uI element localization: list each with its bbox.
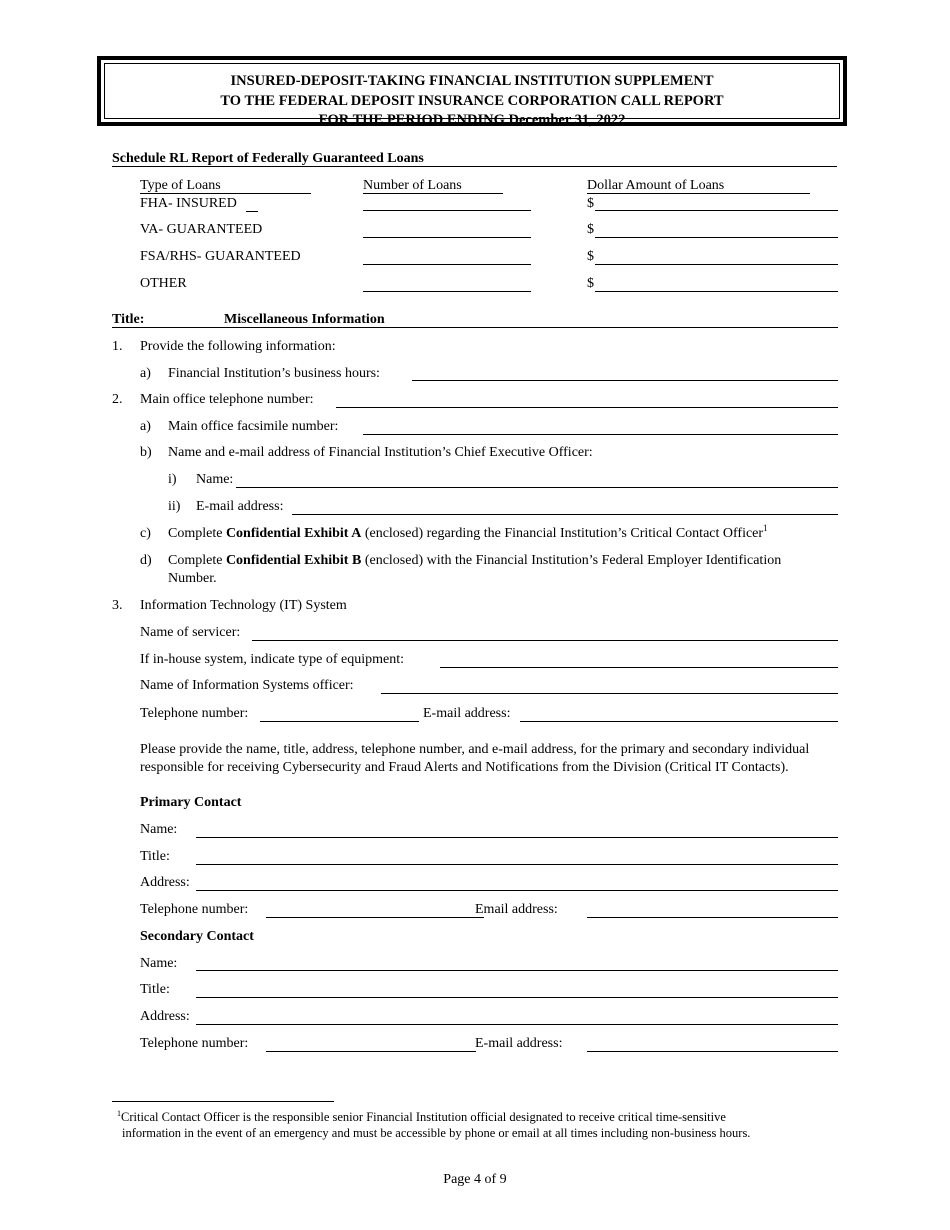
va-number-field[interactable] — [363, 237, 531, 238]
secondary-name-field[interactable] — [196, 970, 838, 971]
secondary-address-field[interactable] — [196, 1024, 838, 1025]
primary-email-label: Email address: — [475, 902, 558, 917]
ceo-email-field[interactable] — [292, 514, 838, 515]
ceo-email-label: E-mail address: — [196, 499, 284, 514]
primary-name-label: Name: — [140, 822, 178, 837]
it-email-label: E-mail address: — [423, 706, 511, 721]
critical-it-instructions: Please provide the name, title, address, telephone number, and e-mail address, for the primary and secondary individual responsible for receiving Cybersecurity and Fraud Alerts and Notifications from the Division (Critical IT Contacts). — [140, 742, 810, 775]
col-type-rule — [140, 193, 311, 194]
col-number-of-loans: Number of Loans — [363, 178, 462, 193]
ceo-name-label: Name: — [196, 472, 234, 487]
secondary-telephone-label: Telephone number: — [140, 1036, 249, 1051]
it-email-field[interactable] — [520, 721, 838, 722]
main-phone-label: Main office telephone number: — [140, 392, 314, 407]
va-currency: $ — [587, 222, 594, 237]
servicer-label: Name of servicer: — [140, 625, 241, 640]
servicer-field[interactable] — [252, 640, 838, 641]
va-amount-field[interactable] — [595, 237, 838, 238]
col-amount-rule — [587, 193, 810, 194]
footnote-marker: 1 — [117, 1109, 121, 1118]
item-1-text: Provide the following information: — [140, 339, 336, 354]
item-1-number: 1. — [112, 339, 123, 354]
primary-contact-heading: Primary Contact — [140, 795, 242, 810]
header-line-2: TO THE FEDERAL DEPOSIT INSURANCE CORPORATION CALL REPORT — [220, 92, 724, 109]
col-type-of-loans: Type of Loans — [140, 178, 221, 193]
secondary-address-label: Address: — [140, 1009, 190, 1024]
business-hours-label: Financial Institution’s business hours: — [168, 366, 380, 381]
footnote-separator — [112, 1101, 334, 1102]
header-line-1: INSURED-DEPOSIT-TAKING FINANCIAL INSTITUTION SUPPLEMENT — [230, 73, 714, 89]
fsa-currency: $ — [587, 249, 594, 264]
schedule-rm-title: Title: — [112, 312, 145, 327]
item-2a-label: a) — [140, 419, 151, 434]
fsa-amount-field[interactable] — [595, 264, 838, 265]
loan-type-va: VA- GUARANTEED — [140, 222, 263, 237]
other-amount-field[interactable] — [595, 291, 838, 292]
exhibit-a-link: Confidential Exhibit A — [225, 526, 362, 541]
schedule-rl-title-rule — [112, 166, 837, 167]
item-1a-label: a) — [140, 366, 151, 381]
item-2bii-label: ii) — [168, 499, 181, 514]
primary-name-field[interactable] — [196, 837, 838, 838]
item-2c-label: c) — [140, 526, 151, 541]
exhibit-b-link: Confidential Exhibit B — [225, 553, 362, 568]
fha-number-field[interactable] — [363, 210, 531, 211]
equipment-field[interactable] — [440, 667, 838, 668]
fha-suffix-rule — [246, 211, 258, 212]
primary-telephone-label: Telephone number: — [140, 902, 249, 917]
item-2b-label: b) — [140, 445, 152, 460]
item-2d-label: d) — [140, 553, 152, 568]
other-currency: $ — [587, 276, 594, 291]
secondary-title-field[interactable] — [196, 997, 838, 998]
secondary-contact-heading: Secondary Contact — [140, 929, 254, 944]
fax-field[interactable] — [363, 434, 838, 435]
it-system-label: Information Technology (IT) System — [140, 598, 347, 613]
primary-title-label: Title: — [140, 849, 170, 864]
other-number-field[interactable] — [363, 291, 531, 292]
fha-currency: $ — [587, 196, 594, 211]
report-header — [104, 63, 840, 128]
footnote-ref: 1 — [763, 523, 768, 533]
it-telephone-label: Telephone number: — [140, 706, 249, 721]
primary-email-field[interactable] — [587, 917, 838, 918]
item-2bi-label: i) — [168, 472, 177, 487]
primary-address-field[interactable] — [196, 890, 838, 891]
primary-title-field[interactable] — [196, 864, 838, 865]
secondary-telephone-field[interactable] — [266, 1051, 476, 1052]
fsa-number-field[interactable] — [363, 264, 531, 265]
header-line-3: FOR THE PERIOD ENDING December 31, 2022 — [318, 112, 626, 128]
primary-address-label: Address: — [140, 875, 190, 890]
fha-amount-field[interactable] — [595, 210, 838, 211]
business-hours-field[interactable] — [412, 380, 838, 381]
ceo-info-label: Name and e-mail address of Financial Institution’s Chief Executive Officer: — [168, 445, 593, 460]
is-officer-field[interactable] — [381, 693, 838, 694]
item-3-number: 3. — [112, 598, 123, 613]
ceo-name-field[interactable] — [236, 487, 838, 488]
main-phone-field[interactable] — [336, 407, 838, 408]
item-2-number: 2. — [112, 392, 123, 407]
secondary-name-label: Name: — [140, 956, 178, 971]
schedule-rm-subtitle: Miscellaneous Information — [224, 312, 385, 327]
footnote-line-2: information in the event of an emergency and must be accessible by phone or email at all times including non-business hours. — [122, 1126, 751, 1140]
it-telephone-field[interactable] — [260, 721, 419, 722]
col-number-rule — [363, 193, 503, 194]
is-officer-label: Name of Information Systems officer: — [140, 678, 354, 693]
equipment-label: If in-house system, indicate type of equipment: — [140, 652, 404, 667]
secondary-email-label: E-mail address: — [475, 1036, 563, 1051]
item-2d-text: Complete Confidential Exhibit B (enclosed) with the Financial Institution’s Federal Employer Identification — [168, 553, 782, 568]
footnote-line-1: $^1$Critical Contact Officer is the responsible senior Financial Institution official designated to receive critical time-sensitive — [117, 1109, 726, 1124]
primary-telephone-field[interactable] — [266, 917, 484, 918]
page-number: Page 4 of 9 — [443, 1172, 507, 1187]
col-dollar-amount: Dollar Amount of Loans — [587, 178, 725, 193]
report-header-box — [97, 56, 847, 126]
secondary-email-field[interactable] — [587, 1051, 838, 1052]
loan-type-fha: FHA- INSURED — [140, 196, 237, 211]
item-2d-text-line2: Number. — [168, 571, 217, 586]
schedule-rl-title: Schedule RL Report of Federally Guaranteed Loans — [112, 151, 424, 166]
loan-type-fsa-rhs: FSA/RHS- GUARANTEED — [140, 249, 301, 264]
fax-label: Main office facsimile number: — [168, 419, 339, 434]
loan-type-other: OTHER — [140, 276, 187, 291]
secondary-title-label: Title: — [140, 982, 170, 997]
item-2c-text: Complete Confidential Exhibit A (enclosed) regarding the Financial Institution’s Critical Contact Officer$^1$ — [168, 523, 768, 541]
schedule-rm-title-rule — [112, 327, 838, 328]
